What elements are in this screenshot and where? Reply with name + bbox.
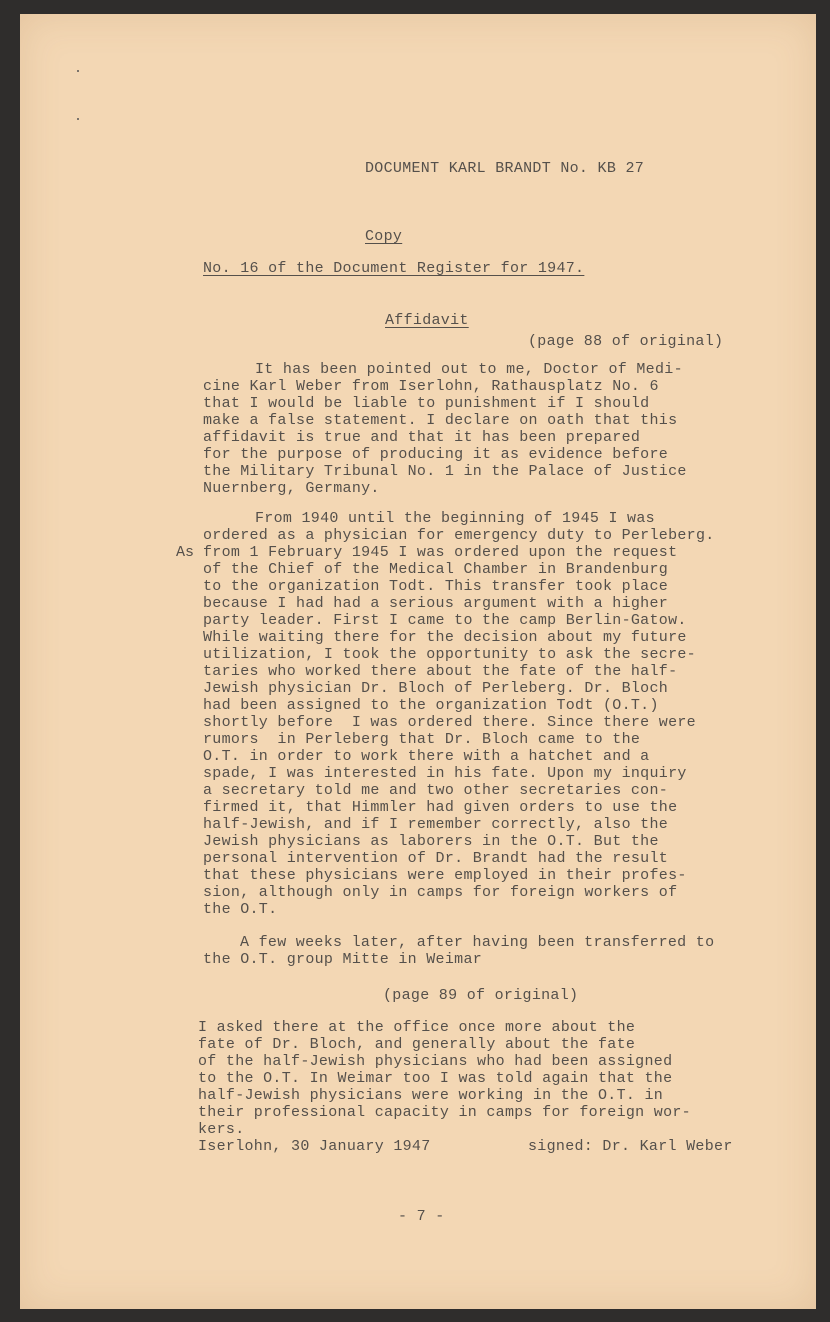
text-line: shortly before I was ordered there. Since there were [203, 714, 696, 731]
text-line: the O.T. group Mitte in Weimar [203, 951, 483, 968]
text-line: to the organization Todt. This transfer took place [203, 578, 669, 595]
text-line: A few weeks later, after having been transferred to [240, 934, 715, 951]
text-line: for the purpose of producing it as evidence before [203, 446, 669, 463]
text-line: the O.T. [203, 901, 278, 918]
text-line: While waiting there for the decision about my future [203, 629, 687, 646]
speck [77, 118, 79, 120]
signature-line: signed: Dr. Karl Weber [528, 1138, 733, 1155]
text-line: taries who worked there about the fate of the half- [203, 663, 678, 680]
text-line: ordered as a physician for emergency duty to Perleberg. [203, 527, 715, 544]
text-line: their professional capacity in camps for foreign wor- [198, 1104, 691, 1121]
affidavit-title: Affidavit [385, 312, 469, 329]
text-line: I asked there at the office once more about the [198, 1019, 636, 1036]
text-line: make a false statement. I declare on oath that this [203, 412, 678, 429]
text-line: O.T. in order to work there with a hatchet and a [203, 748, 650, 765]
text-line: From 1940 until the beginning of 1945 I was [255, 510, 655, 527]
text-line: half-Jewish physicians were working in the O.T. in [198, 1087, 664, 1104]
register-heading: No. 16 of the Document Register for 1947. [203, 260, 585, 277]
text-line: a secretary told me and two other secretaries con- [203, 782, 669, 799]
text-line: It has been pointed out to me, Doctor of Medi- [255, 361, 683, 378]
text-line: had been assigned to the organization Todt (O.T.) [203, 697, 659, 714]
text-line: fate of Dr. Bloch, and generally about the fate [198, 1036, 636, 1053]
text-line: that I would be liable to punishment if I should [203, 395, 650, 412]
page-reference: (page 89 of original) [383, 987, 579, 1004]
text-line: firmed it, that Himmler had given orders to use the [203, 799, 678, 816]
text-line: half-Jewish, and if I remember correctly, also the [203, 816, 669, 833]
text-line: Jewish physicians as laborers in the O.T. But the [203, 833, 659, 850]
text-line: from 1 February 1945 I was ordered upon the request [203, 544, 678, 561]
document-id: DOCUMENT KARL BRANDT No. KB 27 [365, 160, 645, 177]
page-reference: (page 88 of original) [528, 333, 724, 350]
text-line: to the O.T. In Weimar too I was told again that the [198, 1070, 673, 1087]
text-line: utilization, I took the opportunity to ask the secre- [203, 646, 696, 663]
text-line: party leader. First I came to the camp Berlin-Gatow. [203, 612, 687, 629]
text-line: that these physicians were employed in their profes- [203, 867, 687, 884]
text-line: of the half-Jewish physicians who had been assigned [198, 1053, 673, 1070]
text-line: personal intervention of Dr. Brandt had the result [203, 850, 669, 867]
text-line: Jewish physician Dr. Bloch of Perleberg. Dr. Bloch [203, 680, 669, 697]
text-line: sion, although only in camps for foreign workers of [203, 884, 678, 901]
text-line: kers. [198, 1121, 245, 1138]
text-line: spade, I was interested in his fate. Upon my inquiry [203, 765, 687, 782]
speck [77, 70, 79, 72]
text-line: of the Chief of the Medical Chamber in Brandenburg [203, 561, 669, 578]
text-line: cine Karl Weber from Iserlohn, Rathausplatz No. 6 [203, 378, 659, 395]
page-number: - 7 - [398, 1208, 445, 1225]
text-line: affidavit is true and that it has been prepared [203, 429, 641, 446]
text-line: rumors in Perleberg that Dr. Bloch came to the [203, 731, 641, 748]
text-line: Nuernberg, Germany. [203, 480, 380, 497]
margin-annotation: As [176, 544, 195, 561]
place-and-date: Iserlohn, 30 January 1947 [198, 1138, 431, 1155]
copy-heading: Copy [365, 228, 403, 245]
text-line: the Military Tribunal No. 1 in the Palace of Justice [203, 463, 687, 480]
text-line: because I had had a serious argument with a higher [203, 595, 669, 612]
